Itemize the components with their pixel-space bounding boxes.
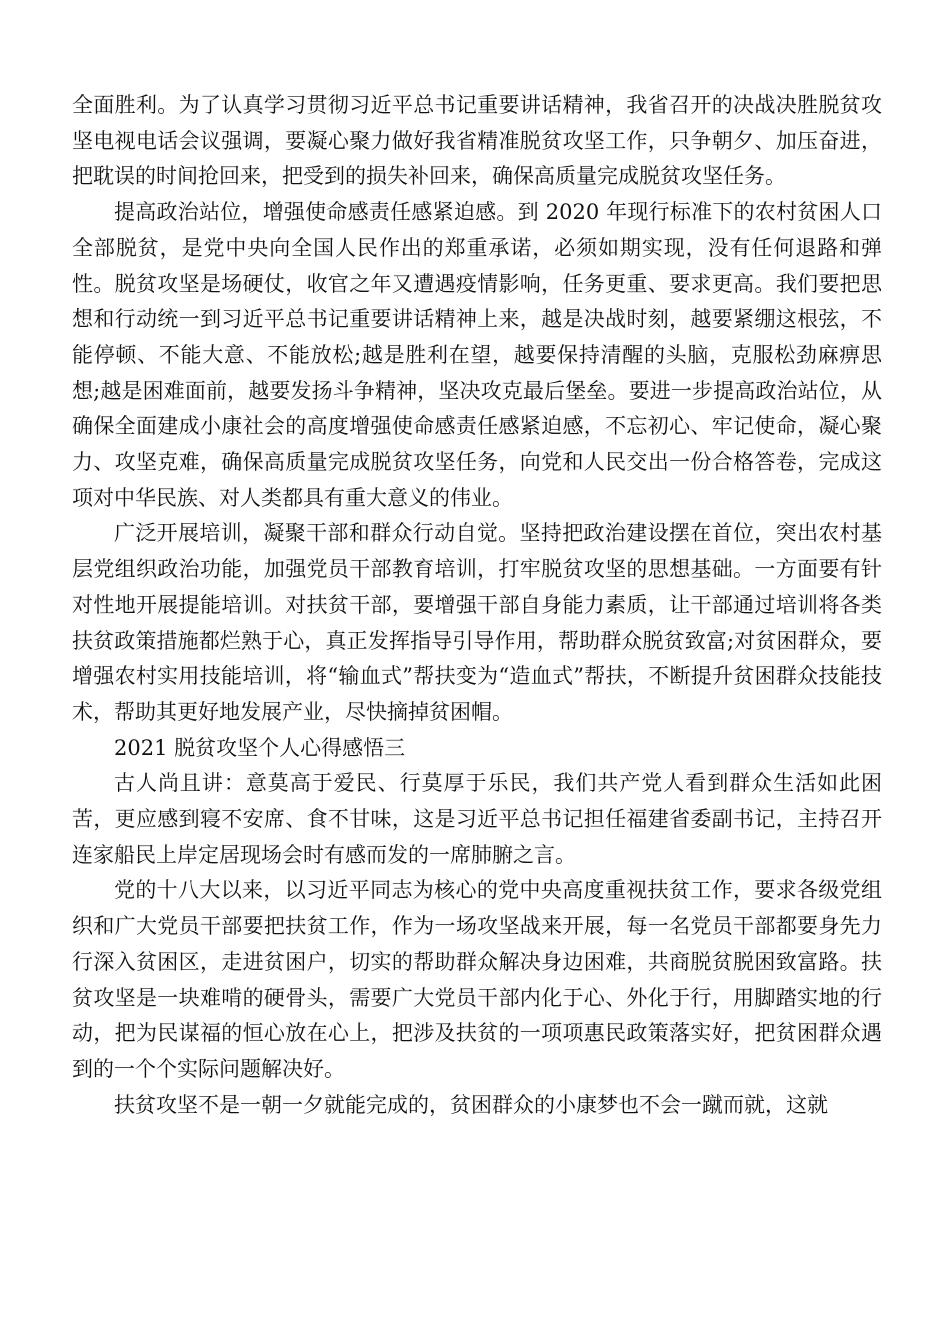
paragraph-poverty-alleviation: 扶贫攻坚不是一朝一夕就能完成的，贫困群众的小康梦也不会一蹴而就，这就 [114, 1092, 828, 1117]
paragraph-political-stance: 提高政治站位，增强使命感责任感紧迫感。到 2020 年现行标准下的农村贫困人口全部脱贫，是党中央向全国人民作出的郑重承诺，必须如期实现，没有任何退路和弹性。脱贫攻坚是场硬仗，收官之年又遭遇疫情影响，任务更重、要求更高。我们要把思想和行动统一到习近平总书记重要讲话精神上来，越是决战时刻，越要紧绷这根弦，不能停顿、不能大意、不能放松;越是胜利在望，越要保持清醒的头脑，克服松劲麻痹思想;越是困难面前，越要发扬斗争精神，坚决攻克最后堡垒。要进一步提高政治站位，从确保全面建成小康社会的高度增强使命感责任感紧迫感，不忘初心、牢记使命，凝心聚力、攻坚克难，确保高质量完成脱贫攻坚任务，向党和人民交出一份合格答卷，完成这项对中华民族、对人类都具有重大意义的伟业。 [72, 200, 882, 510]
paragraph-ancient-saying: 古人尚且讲：意莫高于爱民、行莫厚于乐民，我们共产党人看到群众生活如此困苦，更应感到寝不安席、食不甘味，这是习近平总书记担任福建省委副书记，主持召开连家船民上岸定居现场会时有感而发的一席肺腑之言。 [72, 771, 882, 867]
section-heading: 2021 脱贫攻坚个人心得感悟三 [114, 735, 406, 760]
paragraph-continuation: 全面胜利。为了认真学习贯彻习近平总书记重要讲话精神，我省召开的决战决胜脱贫攻坚电视电话会议强调，要凝心聚力做好我省精准脱贫攻坚工作，只争朝夕、加压奋进，把耽误的时间抢回来，把受到的损失补回来，确保高质量完成脱贫攻坚任务。 [72, 93, 882, 189]
paragraph-training: 广泛开展培训，凝聚干部和群众行动自觉。坚持把政治建设摆在首位，突出农村基层党组织政治功能，加强党员干部教育培训，打牢脱贫攻坚的思想基础。一方面要有针对性地开展提能培训。对扶贫干部，要增强干部自身能力素质，让干部通过培训将各类扶贫政策措施都烂熟于心，真正发挥指导引导作用，帮助群众脱贫致富;对贫困群众，要增强农村实用技能培训，将“输血式”帮扶变为“造血式”帮扶，不断提升贫困群众技能技术，帮助其更好地发展产业，尽快摘掉贫困帽。 [72, 521, 882, 724]
paragraph-eighteenth-congress: 党的十八大以来，以习近平同志为核心的党中央高度重视扶贫工作，要求各级党组织和广大党员干部要把扶贫工作，作为一场攻坚战来开展，每一名党员干部都要身先力行深入贫困区，走进贫困户，切实的帮助群众解决身边困难，共商脱贫脱困致富路。扶贫攻坚是一块难啃的硬骨头，需要广大党员干部内化于心、外化于行，用脚踏实地的行动，把为民谋福的恒心放在心上，把涉及扶贫的一项项惠民政策落实好，把贫困群众遇到的一个个实际问题解决好。 [72, 878, 882, 1081]
document-page [72, 88, 882, 1123]
